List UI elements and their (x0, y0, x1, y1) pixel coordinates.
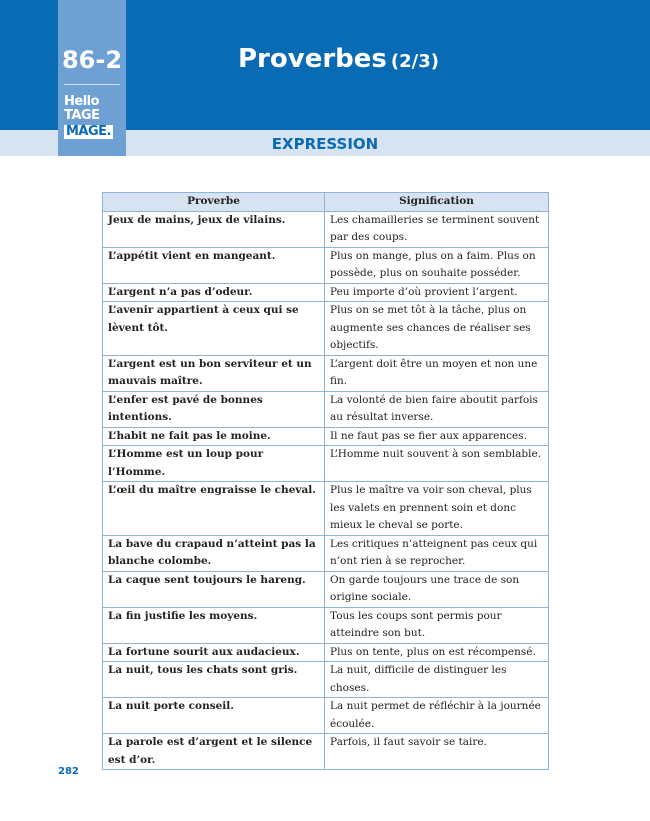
proverb-cell: La bave du crapaud n’atteint pas la blanche colombe. (103, 535, 325, 571)
logo-line-2: TAGE (64, 108, 100, 123)
logo-line-1: Hello (64, 94, 100, 109)
proverb-cell: L’habit ne fait pas le moine. (103, 427, 325, 446)
meaning-cell: L’Homme nuit souvent à son semblable. (325, 446, 549, 482)
table-row (103, 643, 549, 662)
proverb-cell: L’appétit vient en mangeant. (103, 247, 325, 283)
meaning-cell: On garde toujours une trace de son origine sociale. (325, 571, 549, 607)
proverb-cell: L’Homme est un loup pour l’Homme. (103, 446, 325, 482)
meaning-cell: Plus le maître va voir son cheval, plus les valets en prennent soin et donc mieux le cheval se porte. (325, 482, 549, 536)
section-title (0, 131, 650, 157)
proverb-cell: La nuit, tous les chats sont gris. (103, 662, 325, 698)
table-row (103, 734, 549, 770)
table-row (103, 607, 549, 643)
column-header-proverbe: Proverbe (103, 193, 325, 212)
table-row (103, 571, 549, 607)
table-row (103, 446, 549, 482)
proverb-cell: La parole est d’argent et le silence est d’or. (103, 734, 325, 770)
meaning-cell: Tous les coups sont permis pour atteindre son but. (325, 607, 549, 643)
page-title-part: (2/3) (390, 51, 439, 72)
table-body (103, 211, 549, 770)
table-row (103, 698, 549, 734)
meaning-cell: Parfois, il faut savoir se taire. (325, 734, 549, 770)
proverbs-table (102, 192, 549, 770)
table-row (103, 211, 549, 247)
meaning-cell: Peu importe d’où provient l’argent. (325, 283, 549, 302)
table-row (103, 662, 549, 698)
meaning-cell: La volonté de bien faire aboutit parfois au résultat inverse. (325, 391, 549, 427)
meaning-cell: La nuit permet de réfléchir à la journée écoulée. (325, 698, 549, 734)
page-number: 282 (58, 766, 79, 777)
proverb-cell: L’enfer est pavé de bonnes intentions. (103, 391, 325, 427)
proverb-cell: L’argent est un bon serviteur et un mauvais maître. (103, 355, 325, 391)
table-row (103, 302, 549, 356)
meaning-cell: Plus on mange, plus on a faim. Plus on possède, plus on souhaite posséder. (325, 247, 549, 283)
proverb-cell: La fin justifie les moyens. (103, 607, 325, 643)
page-title-text: Proverbes (238, 44, 387, 74)
page-title (238, 44, 439, 74)
table-row (103, 482, 549, 536)
table-row (103, 391, 549, 427)
proverb-cell: La nuit porte conseil. (103, 698, 325, 734)
meaning-cell: Les critiques n’atteignent pas ceux qui n’ont rien à se reprocher. (325, 535, 549, 571)
section-title-text: EXPRESSION (271, 135, 379, 153)
proverb-cell: La caque sent toujours le hareng. (103, 571, 325, 607)
chapter-number: 86-2 (61, 46, 123, 74)
meaning-cell: Les chamailleries se terminent souvent par des coups. (325, 211, 549, 247)
logo-line-3: MAGE. (66, 124, 111, 139)
column-header-signification: Signification (325, 193, 549, 212)
meaning-cell: Plus on tente, plus on est récompensé. (325, 643, 549, 662)
proverb-cell: L’œil du maître engraisse le cheval. (103, 482, 325, 536)
proverb-cell: L’avenir appartient à ceux qui se lèvent tôt. (103, 302, 325, 356)
table-row (103, 427, 549, 446)
meaning-cell: Plus on se met tôt à la tâche, plus on augmente ses chances de réaliser ses objectifs. (325, 302, 549, 356)
table-row (103, 355, 549, 391)
tab-divider (64, 84, 120, 85)
proverb-cell: Jeux de mains, jeux de vilains. (103, 211, 325, 247)
meaning-cell: L’argent doit être un moyen et non une fin. (325, 355, 549, 391)
proverb-cell: L’argent n’a pas d’odeur. (103, 283, 325, 302)
table-row (103, 283, 549, 302)
meaning-cell: Il ne faut pas se fier aux apparences. (325, 427, 549, 446)
table-row (103, 535, 549, 571)
table-header-row (103, 193, 549, 212)
proverb-cell: La fortune sourit aux audacieux. (103, 643, 325, 662)
meaning-cell: La nuit, difficile de distinguer les choses. (325, 662, 549, 698)
table-row (103, 247, 549, 283)
